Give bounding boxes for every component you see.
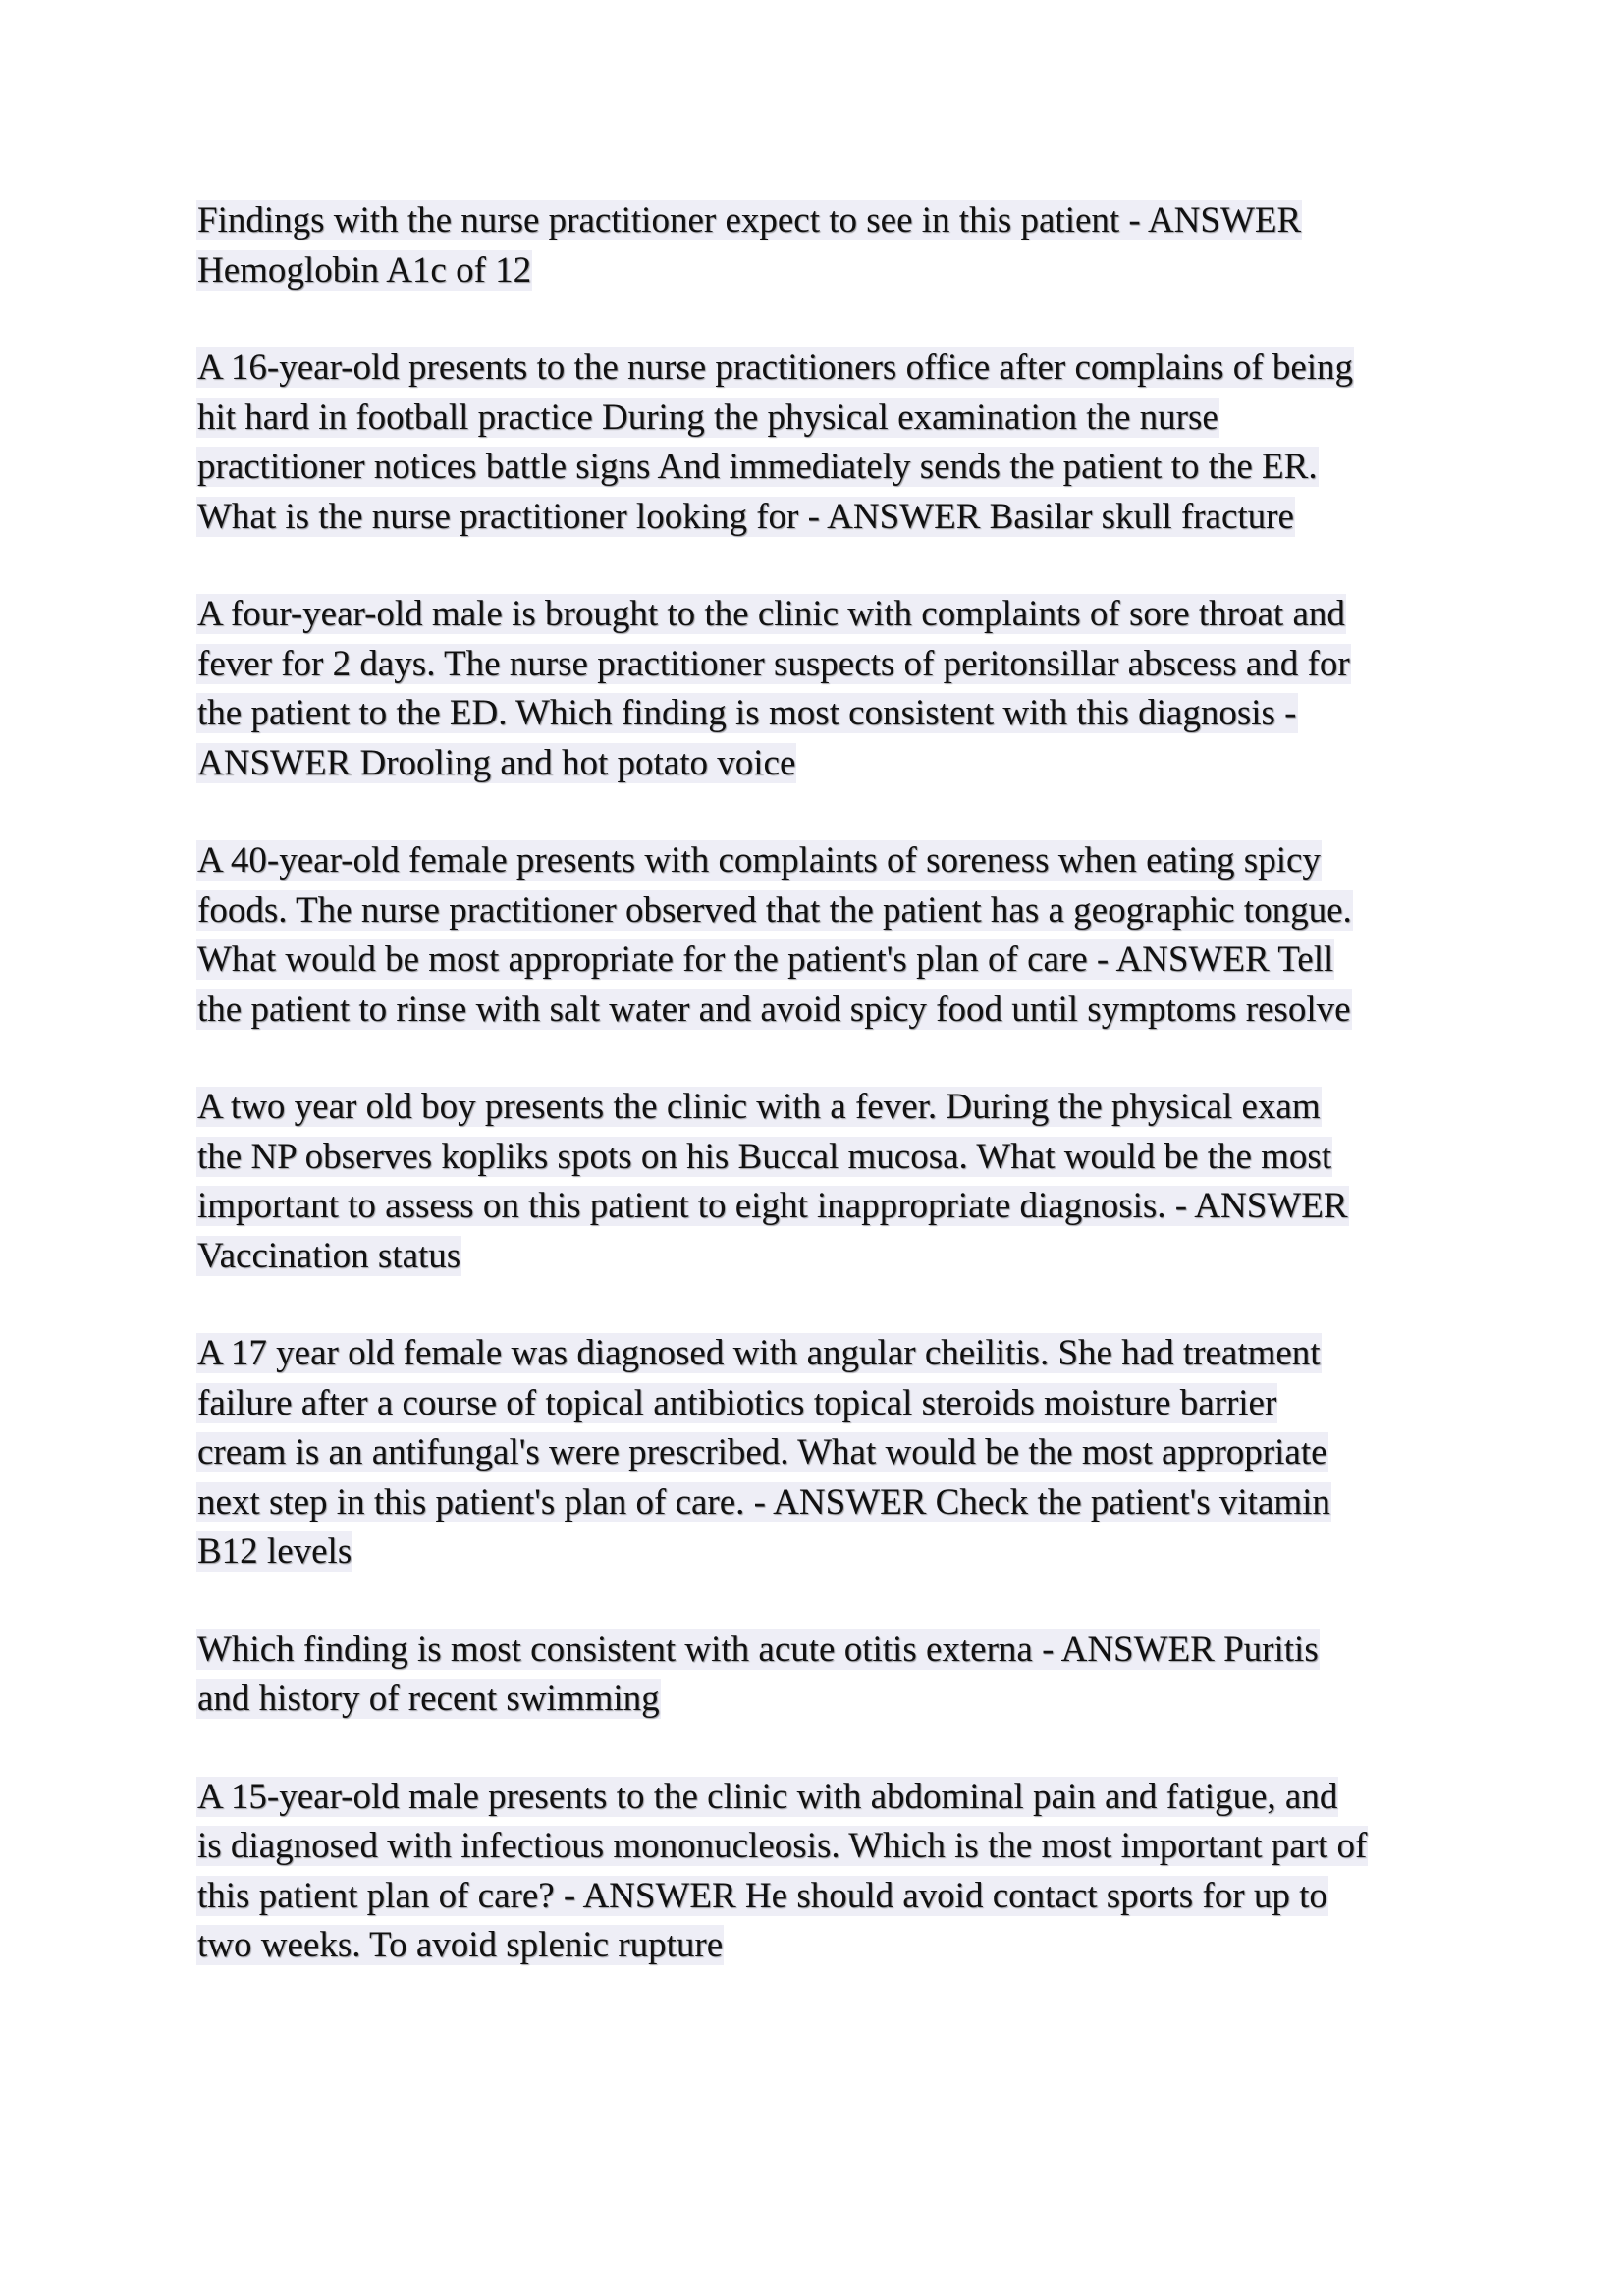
text-line: Vaccination status <box>197 1235 461 1276</box>
text-line: important to assess on this patient to eight inappropriate diagnosis. - ANSWER <box>197 1186 1348 1226</box>
text-line: A two year old boy presents the clinic with a fever. During the physical exam <box>197 1087 1321 1127</box>
text-line: and history of recent swimming <box>197 1679 660 1719</box>
qa-entry-4 <box>196 836 1463 1035</box>
text-line: the patient to rinse with salt water and avoid spicy food until symptoms resolve <box>197 988 1351 1030</box>
text-line: A 40-year-old female presents with complaints of soreness when eating spicy <box>197 840 1321 881</box>
text-line: is diagnosed with infectious mononucleosis. Which is the most important part of <box>197 1826 1368 1866</box>
text-line: the NP observes kopliks spots on his Buccal mucosa. What would be the most <box>197 1136 1332 1177</box>
text-line: What is the nurse practitioner looking for - ANSWER Basilar skull fracture <box>197 496 1294 537</box>
document-page <box>196 196 1463 2019</box>
qa-entry-5 <box>196 1083 1463 1281</box>
text-line: this patient plan of care? - ANSWER He should avoid contact sports for up to <box>197 1875 1327 1916</box>
text-line: A four-year-old male is brought to the clinic with complaints of sore throat and <box>197 594 1345 634</box>
text-line: A 15-year-old male presents to the clinic with abdominal pain and fatigue, and <box>197 1776 1338 1817</box>
qa-entry-3 <box>196 590 1463 788</box>
qa-entry-2 <box>196 344 1463 542</box>
qa-entry-1 <box>196 196 1463 295</box>
text-line: A 16-year-old presents to the nurse practitioners office after complains of being <box>197 347 1354 388</box>
text-line: Which finding is most consistent with acute otitis externa - ANSWER Puritis <box>197 1629 1319 1670</box>
text-line: cream is an antifungal's were prescribed. What would be the most appropriate <box>197 1432 1327 1472</box>
text-line: hit hard in football practice During the physical examination the nurse <box>197 397 1218 438</box>
text-line: Hemoglobin A1c of 12 <box>197 249 532 291</box>
text-line: next step in this patient's plan of care. - ANSWER Check the patient's vitamin <box>197 1481 1330 1522</box>
qa-entry-8 <box>196 1773 1463 1971</box>
text-line: the patient to the ED. Which finding is most consistent with this diagnosis - <box>197 693 1297 733</box>
text-line: ANSWER Drooling and hot potato voice <box>197 742 796 783</box>
text-line: Findings with the nurse practitioner expect to see in this patient - ANSWER <box>197 200 1302 240</box>
text-line: two weeks. To avoid splenic rupture <box>197 1925 724 1965</box>
text-line: foods. The nurse practitioner observed that the patient has a geographic tongue. <box>197 889 1352 931</box>
text-line: What would be most appropriate for the patient's plan of care - ANSWER Tell <box>197 939 1334 980</box>
qa-entry-7 <box>196 1626 1463 1725</box>
text-line: failure after a course of topical antibiotics topical steroids moisture barrier <box>197 1382 1277 1423</box>
text-line: A 17 year old female was diagnosed with angular cheilitis. She had treatment <box>197 1333 1321 1373</box>
text-line: practitioner notices battle signs And immediately sends the patient to the ER. <box>197 447 1318 487</box>
qa-entry-6 <box>196 1329 1463 1577</box>
text-line: B12 levels <box>197 1531 352 1572</box>
text-line: fever for 2 days. The nurse practitioner suspects of peritonsillar abscess and for <box>197 643 1350 684</box>
